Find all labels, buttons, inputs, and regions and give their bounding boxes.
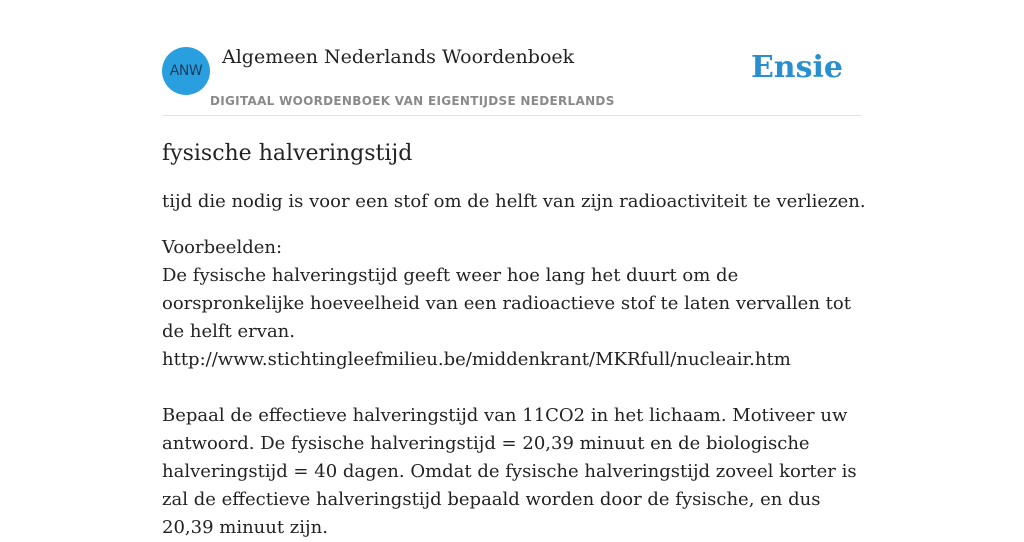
entry-definition: tijd die nodig is voor een stof om de helft van zijn radioactiviteit te verliezen. bbox=[162, 191, 866, 212]
site-subtitle: DIGITAAL WOORDENBOEK VAN EIGENTIJDSE NEDERLANDS bbox=[210, 94, 615, 108]
examples-label: Voorbeelden: bbox=[162, 237, 283, 258]
entry-content bbox=[162, 137, 870, 542]
entry-term: fysische halveringstijd bbox=[162, 141, 413, 166]
example-spacer bbox=[162, 374, 870, 402]
example-text: De fysische halveringstijd geeft weer hoe lang het duurt om de oorspronkelijke hoeveelheid van een radioactieve stof te laten vervallen tot de helft ervan. bbox=[162, 265, 851, 342]
example-text: Bepaal de effectieve halveringstijd van 11CO2 in het lichaam. Motiveer uw antwoord. De fysische halveringstijd = 20,39 minuut en de biologische halveringstijd = 40 dagen. Omdat de fysische halveringstijd zoveel korter is zal de effectieve halveringstijd bepaald worden door de fysische, en dus 20,39 minuut zijn. bbox=[162, 405, 857, 538]
example-source: http://www.stichtingleefmilieu.be/middenkrant/MKRfull/nucleair.htm bbox=[162, 349, 791, 370]
examples-section bbox=[162, 234, 870, 542]
ensie-logo[interactable]: Ensie bbox=[750, 50, 843, 85]
header-divider bbox=[162, 115, 862, 116]
site-title[interactable]: Algemeen Nederlands Woordenboek bbox=[222, 46, 575, 68]
anw-logo[interactable]: ANW bbox=[162, 47, 210, 95]
